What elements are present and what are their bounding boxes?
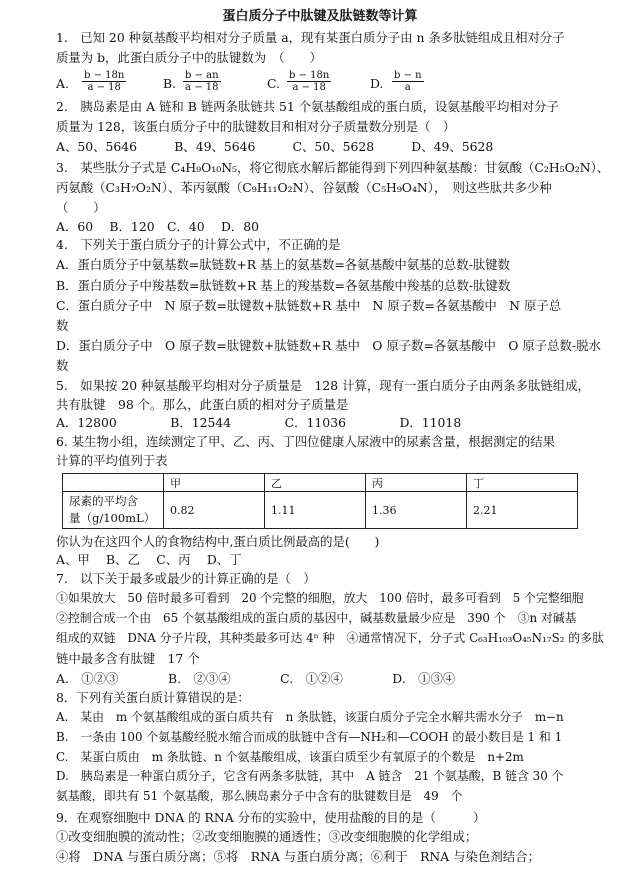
- q9-choices-line2: ④将 DNA 与蛋白质分离；⑤将 RNA 与蛋白质分离；⑥利于 RNA 与染色剂结合；: [56, 849, 540, 864]
- q9-stem: 9．在观察细胞中 DNA 的 RNA 分布的实验中，使用盐酸的目的是（ ）: [56, 810, 486, 825]
- urea-table-header-yi: 乙: [265, 474, 366, 492]
- q5-stem-line2: 共有肽键 98 个。那么，此蛋白质的相对分子质量是: [56, 397, 349, 412]
- q1-option-b-numerator: b − an: [185, 70, 219, 81]
- q4-option-c-line1: C．蛋白质分子中 N 原子数=肽键数+肽链数+R 基中 N 原子数=各氨基酸中 N 原子总: [56, 298, 562, 313]
- q8-option-a: A. 某由 m 个氨基酸组成的蛋白质共有 n 条肽链，该蛋白质分子完全水解共需水分子 m−n: [56, 710, 564, 724]
- q7-options: A. ①②③ B. ②③④ C. ①②④ D. ①③④: [56, 671, 456, 686]
- q1-option-a-denominator: a − 18: [87, 82, 121, 93]
- q3-options: A．60 B．120 C．40 D．80: [56, 219, 260, 234]
- q1-option-c-denominator: a − 18: [292, 82, 326, 93]
- q4-option-d-line1: D．蛋白质分子中 O 原子数=肽键数+肽链数+R 基中 O 原子数=各氨基酸中 O 原子总数-脱水: [56, 338, 601, 353]
- q1-option-a-fraction: [82, 70, 126, 93]
- q9-choices-line1: ①改变细胞膜的流动性；②改变细胞膜的通透性；③改变细胞膜的化学组成；: [56, 829, 478, 844]
- q2-stem-line1: 2. 胰岛素是由 A 链和 B 链两条肽链共 51 个氨基酸组成的蛋白质，设氨基酸平均相对分子: [56, 99, 559, 114]
- q8-option-c: C. 某蛋白质由 m 条肽链、n 个氨基酸组成，该蛋白质至少有氧原子的个数是 n+2m: [56, 750, 524, 764]
- urea-table-value-yi: 1.11: [265, 492, 366, 529]
- q6-stem-line1: 6. 某生物小组，连续测定了甲、乙、丙、丁四位健康人尿液中的尿素含量，根据测定的结果: [56, 434, 555, 449]
- q1-option-b-label: B.: [163, 76, 177, 91]
- q3-stem-line2: 丙氨酸（C₃H₇O₂N）、苯丙氨酸（C₉H₁₁O₂N）、谷氨酸（C₅H₉O₄N）， 则这些肽共多少种: [56, 180, 552, 195]
- q1-stem-line2: 质量为 b，此蛋白质分子中的肽键数为 （ ）: [56, 50, 322, 65]
- urea-table-value-row: [63, 492, 578, 529]
- urea-table-header-bing: 丙: [366, 474, 467, 492]
- q1-option-c-label: C.: [267, 76, 280, 91]
- urea-table-header-row: [63, 474, 578, 492]
- urea-table-value-ding: 2.21: [467, 492, 578, 529]
- q1-stem-line1: 1. 已知 20 种氨基酸平均相对分子质量 a，现有某蛋白质分子由 n 条多肽链组成且相对分子: [56, 30, 565, 45]
- q1-option-d-label: D.: [370, 76, 384, 91]
- q8-option-d-line2: 氨基酸，即共有 51 个氨基酸，那么胰岛素分子中含有的肽键数目是 49 个: [56, 789, 463, 803]
- q1-option-c-numerator: b − 18n: [289, 70, 330, 81]
- urea-table-header-jia: 甲: [164, 474, 265, 492]
- urea-table-value-bing: 1.36: [366, 492, 467, 529]
- q7-stem: 7. 以下关于最多或最少的计算正确的是（ ）: [56, 571, 316, 586]
- q5-options: A．12800 B．12544 C．11036 D．11018: [56, 415, 462, 430]
- q7-statement-line3: 组成的双链 DNA 分子片段，其种类最多可达 4ⁿ 种 ④通常情况下，分子式 C₆₃H₁₀₃O₄₅N₁₇S₂ 的多肽: [56, 631, 604, 645]
- q7-statement-line1: ①如果放大 50 倍时最多可看到 20 个完整的细胞，放大 100 倍时，最多可看到 5 个完整细胞: [56, 591, 584, 605]
- q1-option-a-numerator: b − 18n: [84, 70, 125, 81]
- q7-statement-line2: ②控制合成一个由 65 个氨基酸组成的蛋白质的基因中，碱基数量最少应是 390 个 ③n 对碱基: [56, 611, 577, 625]
- urea-table-row-label: [63, 492, 164, 529]
- q1-option-b-denominator: a − 18: [185, 82, 219, 93]
- q3-stem-line1: 3. 某些肽分子式是 C₄H₉O₁₀N₅，将它彻底水解后都能得到下列四种氨基酸：甘氨酸（C₂H₅O₂N）、: [56, 160, 610, 175]
- q1-option-d-fraction: [392, 70, 424, 93]
- q7-statement-line4: 链中最多含有肽键 17 个: [56, 651, 200, 666]
- page-title: 蛋白质分子中肽键及肽链数等计算: [222, 9, 418, 24]
- q1-option-d-denominator: a: [404, 82, 411, 93]
- q4-option-d-line2: 数: [56, 358, 69, 373]
- q4-option-a: A．蛋白质分子中氨基数=肽链数+R 基上的氨基数=各氨基酸中氨基的总数-肽键数: [56, 257, 511, 272]
- urea-table-corner-cell: [63, 474, 164, 492]
- urea-table-row-label-line2: 量（g/100mL）: [69, 511, 156, 525]
- urea-table-value-jia: 0.82: [164, 492, 265, 529]
- q8-stem: 8．下列有关蛋白质计算错误的是：: [56, 690, 250, 705]
- q8-option-d-line1: D. 胰岛素是一种蛋白质分子，它含有两条多肽链，其中 A 链含 21 个氨基酸，B 链含 30 个: [56, 769, 564, 783]
- q1-option-d-numerator: b − n: [394, 70, 422, 81]
- q4-stem: 4. 下列关于蛋白质分子的计算公式中，不正确的是: [56, 237, 341, 252]
- q1-option-a-label: A.: [56, 76, 69, 91]
- q8-option-b: B. 一条由 100 个氨基酸经脱水缩合而成的肽链中含有—NH₂和—COOH 的最小数目是 1 和 1: [56, 730, 563, 744]
- q4-option-b: B．蛋白质分子中羧基数=肽链数+R 基上的羧基数=各氨基酸中羧基的总数-肽键数: [56, 278, 511, 293]
- q6-stem-line2: 计算的平均值列于表: [56, 453, 168, 468]
- q2-stem-line2: 质量为 128，该蛋白质分子中的肽键数目和相对分子质量数分别是（ ）: [56, 119, 456, 134]
- q2-options: A、50、5646 B、49、5646 C、50、5628 D、49、5628: [56, 139, 494, 154]
- q5-stem-line1: 5. 如果按 20 种氨基酸平均相对分子质量是 128 计算，现有一蛋白质分子由两条多肽链组成，: [56, 378, 590, 393]
- urea-table-header-ding: 丁: [467, 474, 578, 492]
- q1-option-b-fraction: [183, 70, 221, 93]
- q1-option-c-fraction: [287, 70, 331, 93]
- urea-table-row-label-line1: 尿素的平均含: [69, 494, 138, 508]
- q4-option-c-line2: 数: [56, 318, 69, 333]
- urea-table: [62, 473, 578, 529]
- q6-stem-line3: 你认为在这四个人的食物结构中,蛋白质比例最高的是( ): [56, 534, 380, 549]
- q3-stem-line3: （ ）: [56, 200, 106, 215]
- q6-options: A、甲 B、乙 C、丙 D、丁: [56, 552, 242, 567]
